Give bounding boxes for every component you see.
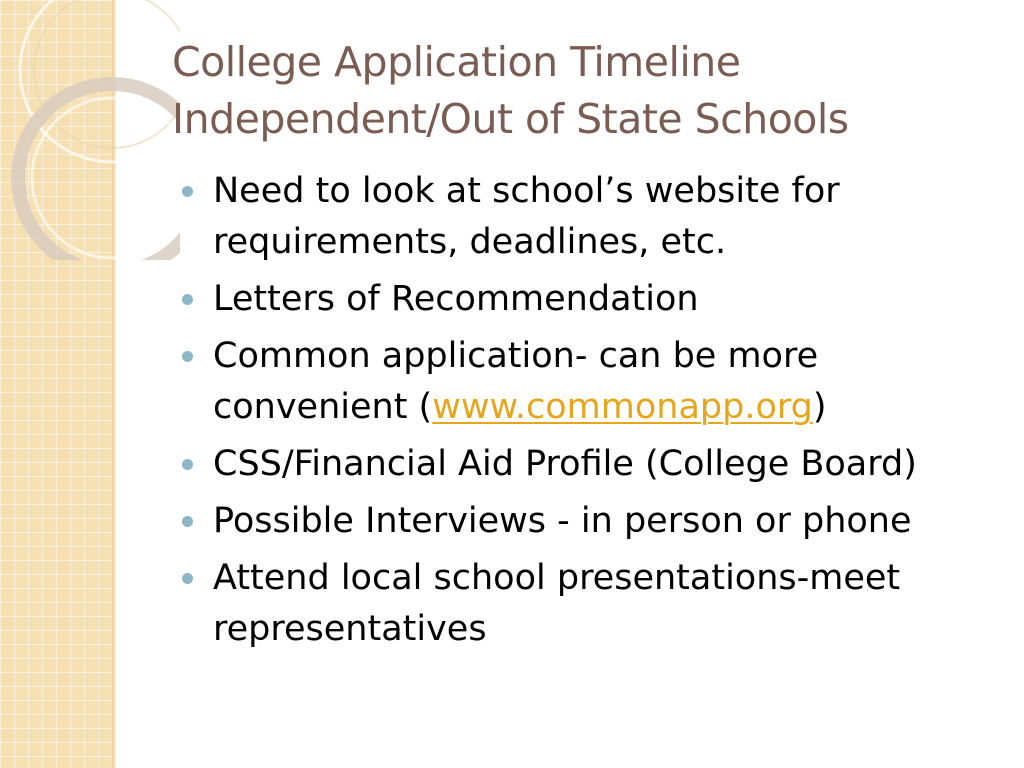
bullet-dot-icon (182, 351, 193, 362)
slide-title-line-1: College Application Timeline (172, 38, 741, 86)
bullet-dot-icon (182, 294, 193, 305)
decorative-ring-icon (0, 0, 180, 260)
bullet-list (182, 166, 1002, 661)
list-item (182, 166, 1002, 268)
list-item (182, 439, 1002, 490)
bullet-text: Letters of Recommendation (213, 279, 699, 319)
list-item (182, 553, 1002, 655)
bullet-dot-icon (182, 459, 193, 470)
commonapp-link[interactable]: www.commonapp.org (432, 387, 813, 427)
bullet-dot-icon (182, 516, 193, 527)
list-item (182, 274, 1002, 325)
bullet-text: CSS/Financial Aid Profile (College Board) (213, 444, 917, 484)
bullet-text-after-link: ) (812, 387, 827, 427)
slide-title (172, 34, 992, 148)
bullet-text: Attend local school presentations-meet representatives (213, 558, 901, 649)
bullet-text: Need to look at school’s website for requirements, deadlines, etc. (213, 171, 840, 262)
slide-title-line-2: Independent/Out of State Schools (172, 95, 849, 143)
list-item (182, 331, 1002, 433)
bullet-text: Possible Interviews - in person or phone (213, 501, 912, 541)
bullet-dot-icon (182, 573, 193, 584)
bullet-text-before-link: Common application- can be more convenient ( (213, 336, 819, 427)
list-item (182, 496, 1002, 547)
bullet-dot-icon (182, 186, 193, 197)
